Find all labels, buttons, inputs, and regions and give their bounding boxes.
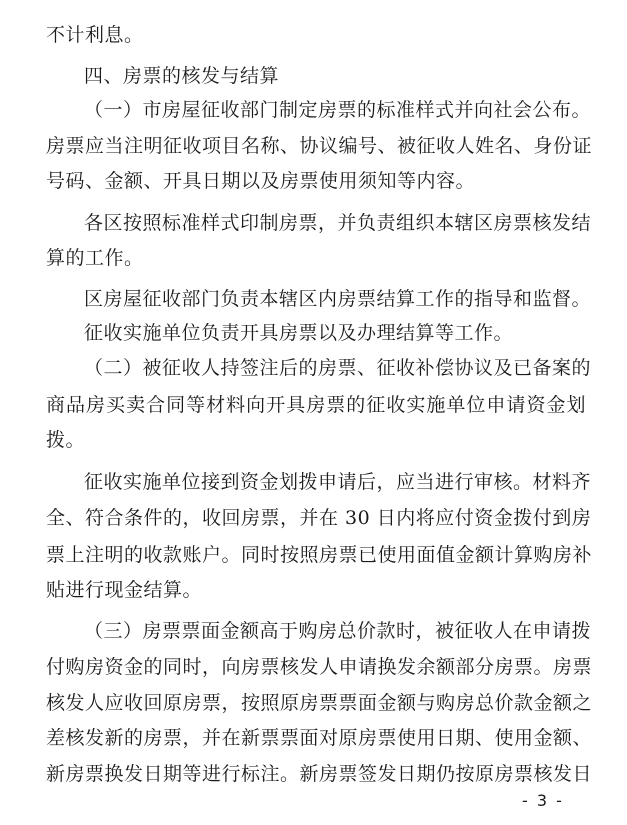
text-line: 不计利息。: [46, 24, 144, 46]
text-line: 算的工作。: [46, 247, 144, 269]
text-line: 区房屋征收部门负责本辖区内房票结算工作的指导和监督。: [84, 288, 592, 310]
text-line: （三）房票票面金额高于购房总价款时，被征收人在申请拨: [84, 620, 592, 642]
text-line: 号码、金额、开具日期以及房票使用须知等内容。: [46, 170, 476, 192]
text-line: 征收实施单位接到资金划拨申请后，应当进行审核。材料齐: [84, 471, 592, 493]
text-line: 票上注明的收款账户。同时按照房票已使用面值金额计算购房补: [46, 544, 593, 566]
text-line: 各区按照标准样式印制房票，并负责组织本辖区房票核发结: [84, 212, 592, 234]
text-line: 拨。: [46, 429, 86, 451]
text-line: 付购房资金的同时，向房票核发人申请换发余额部分房票。房票: [46, 656, 593, 678]
text-line: （一）市房屋征收部门制定房票的标准样式并向社会公布。: [84, 99, 592, 121]
text-line: （二）被征收人持签注后的房票、征收补偿协议及已备案的: [84, 357, 592, 379]
section-heading: 四、房票的核发与结算: [84, 65, 280, 87]
text-line: 贴进行现金结算。: [46, 579, 203, 601]
text-line: 核发人应收回原房票，按照原房票票面金额与购房总价款金额之: [46, 692, 593, 714]
page-number: - 3 -: [522, 791, 564, 810]
text-line: 房票应当注明征收项目名称、协议编号、被征收人姓名、身份证: [46, 135, 593, 157]
text-line: 新房票换发日期等进行标注。新房票签发日期仍按原房票核发日: [46, 763, 593, 785]
text-line: 全、符合条件的，收回房票，并在 30 日内将应付资金拨付到房: [46, 507, 592, 529]
text-line: 商品房买卖合同等材料向开具房票的征收实施单位申请资金划: [46, 394, 586, 416]
text-line: 差核发新的房票，并在新票票面对原房票使用日期、使用金额、: [46, 727, 593, 749]
text-line: 征收实施单位负责开具房票以及办理结算等工作。: [84, 322, 514, 344]
